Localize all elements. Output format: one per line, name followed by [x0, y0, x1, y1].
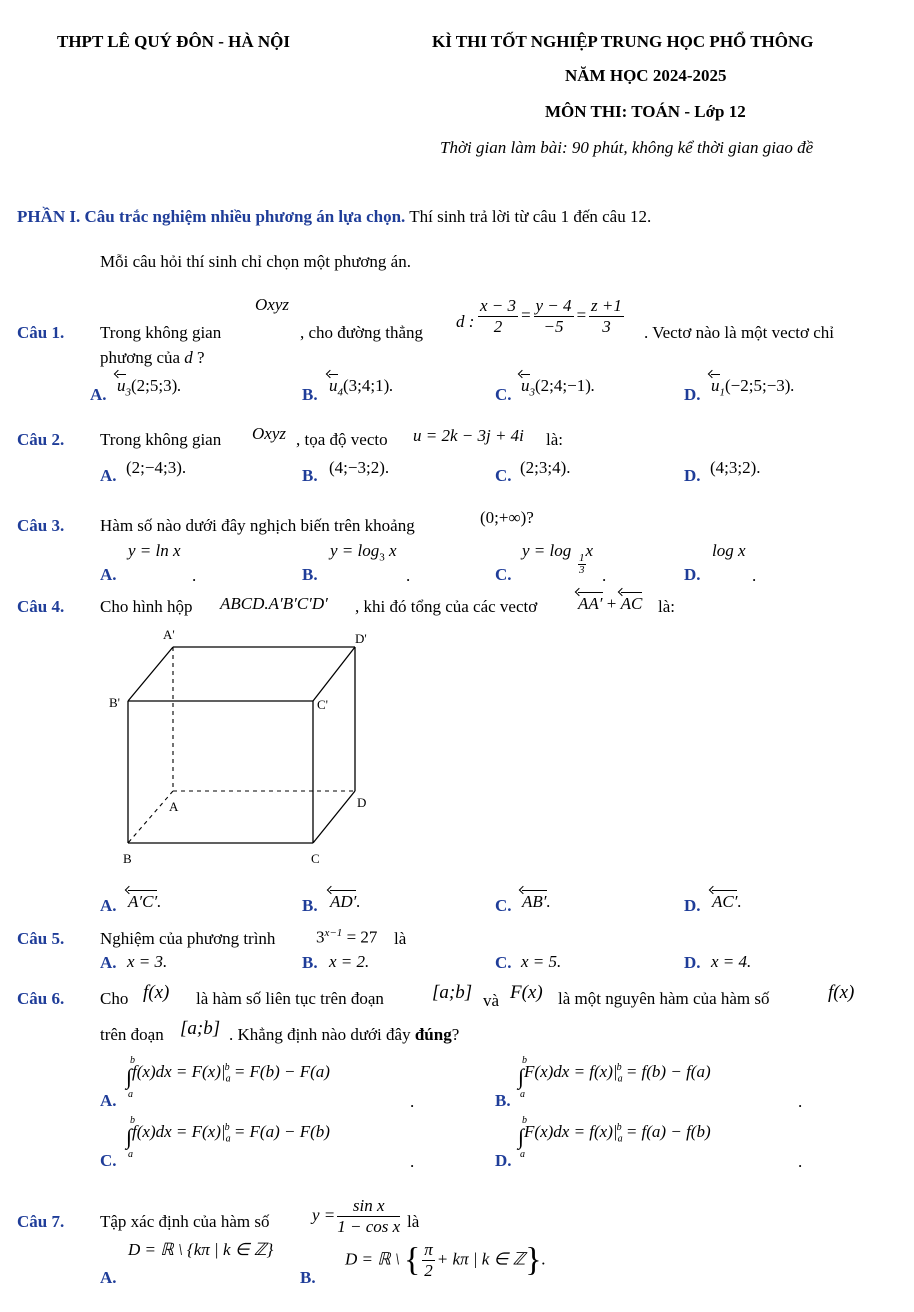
q2-option-b-label[interactable]: B. — [302, 466, 318, 485]
q2-text-1: Trong không gian — [100, 430, 222, 449]
parallelepiped-figure — [105, 625, 385, 875]
q5-option-a-label[interactable]: A. — [100, 953, 117, 972]
q3-option-d-label[interactable]: D. — [684, 565, 701, 584]
q4-option-a-label[interactable]: A. — [100, 896, 117, 915]
q1-d-label: d : — [456, 312, 475, 331]
q6-text-3: và — [483, 991, 500, 1010]
exam-subject: MÔN THI: TOÁN - Lớp 12 — [545, 102, 746, 121]
vertex-c: C — [311, 851, 320, 866]
q4-option-c-value: AB′. — [522, 892, 551, 911]
q1-text-1: Trong không gian — [100, 323, 222, 342]
q3-option-d-dot: . — [752, 566, 757, 585]
q1-text-3: . Vectơ nào là một vectơ chỉ — [644, 323, 834, 342]
q3-option-a-value: y = ln x — [128, 541, 181, 560]
q3-option-c-value: y = log x — [522, 541, 594, 560]
q5-option-d-label[interactable]: D. — [684, 953, 701, 972]
vertex-b: B — [123, 851, 132, 866]
q1-frac-2: $\frac{y - 4}{-5}$ — [535, 296, 572, 336]
q5-option-d-value: x = 4. — [711, 952, 752, 971]
q5-equation: $3^{x-1} = 27$ — [316, 927, 378, 947]
q1-line-equation: $\frac{x - 3}{2}$ = $\frac{y - 4}{-5}$ = $\frac{z +1}{3}$ — [480, 296, 622, 336]
q6-option-b-value: ∫ b a $F(x)dx = f(x)|_a^b = f(b) - f(a)$ — [518, 1055, 711, 1100]
q3-option-b-label[interactable]: B. — [302, 565, 318, 584]
q4-option-b-label[interactable]: B. — [302, 896, 318, 915]
part1-instruction: Thí sinh trả lời từ câu 1 đến câu 12. — [405, 207, 652, 226]
q6-option-a-label[interactable]: A. — [100, 1091, 117, 1110]
q2-option-d-value: (4;3;2). — [710, 458, 761, 477]
q6-ab-2: [a;b] — [180, 1018, 221, 1039]
q1-text-2: , cho đường thẳng — [300, 323, 424, 342]
q2-option-a-value: (2;−4;3). — [126, 458, 187, 477]
q6-option-c-value: ∫ b a $f(x)dx = F(x)|_a^b = F(a) - F(b)$ — [126, 1115, 330, 1160]
q4-option-b-value: AD′. — [330, 892, 361, 911]
q5-label: Câu 5. — [17, 929, 65, 948]
integral-sign-icon: ∫ b a — [518, 1055, 527, 1100]
q3-interval: (0;+∞)? — [480, 508, 534, 527]
edge-c-d — [313, 791, 355, 843]
q6-option-c-label[interactable]: C. — [100, 1151, 117, 1170]
q6-text-5: trên đoạn — [100, 1025, 164, 1044]
q3-option-a-label[interactable]: A. — [100, 565, 117, 584]
q5-text-2: là — [394, 929, 407, 948]
q6-option-a-dot: . — [410, 1092, 415, 1111]
q3-option-c-base: 1 3 — [579, 552, 585, 576]
q2-label: Câu 2. — [17, 430, 65, 449]
vertex-a1: A' — [163, 627, 175, 642]
q7-text-2: là — [407, 1212, 420, 1231]
school-name: THPT LÊ QUÝ ĐÔN - HÀ NỘI — [57, 32, 290, 51]
q1-option-d-label[interactable]: D. — [684, 385, 701, 404]
q1-frac-3: $\frac{z +1}{3}$ — [591, 296, 622, 336]
q6-fx-2: f(x) — [828, 982, 855, 1003]
vertex-d: D — [357, 795, 367, 810]
q1-frac-1: $\frac{x - 3}{2}$ — [480, 296, 517, 336]
q4-text-2: , khi đó tổng của các vectơ — [355, 597, 538, 616]
vertex-c1: C' — [317, 697, 329, 712]
q6-text-2: là hàm số liên tục trên đoạn — [196, 989, 384, 1008]
q4-text-3: là: — [658, 597, 675, 616]
q1-option-b-label[interactable]: B. — [302, 385, 318, 404]
q2-option-c-value: (2;3;4). — [520, 458, 571, 477]
q3-option-b-dot: . — [406, 566, 411, 585]
vertex-a: A — [169, 799, 179, 814]
exam-year: NĂM HỌC 2024-2025 — [565, 66, 727, 85]
q7-option-a-label[interactable]: A. — [100, 1268, 117, 1287]
q7-option-b-label[interactable]: B. — [300, 1268, 316, 1287]
q4-option-c-label[interactable]: C. — [495, 896, 512, 915]
q2-expression: u = 2k − 3j + 4i — [413, 426, 524, 445]
integral-sign-icon: ∫ b a — [518, 1115, 527, 1160]
q5-option-c-value: x = 5. — [521, 952, 562, 971]
q6-option-d-dot: . — [798, 1152, 803, 1171]
q3-option-d-value: log x — [712, 541, 746, 560]
q1-option-a-label[interactable]: A. — [90, 385, 107, 404]
q5-option-c-label[interactable]: C. — [495, 953, 512, 972]
vertex-d1: D' — [355, 631, 367, 646]
vertex-b1: B' — [109, 695, 121, 710]
q3-option-c-label[interactable]: C. — [495, 565, 512, 584]
part1-title: PHẦN I. Câu trắc nghiệm nhiều phương án lựa chọn. — [17, 207, 406, 226]
q4-label: Câu 4. — [17, 597, 65, 616]
q1-label: Câu 1. — [17, 323, 65, 342]
q2-option-b-value: (4;−3;2). — [329, 458, 390, 477]
q4-box-name: ABCD.A′B′C′D′ — [220, 594, 328, 613]
q6-text-1: Cho — [100, 989, 129, 1008]
q4-option-a-value: A′C′. — [128, 892, 162, 911]
q6-option-a-value: ∫ b a $f(x)dx = F(x)|_a^b = F(b) - F(a)$ — [126, 1055, 330, 1100]
exam-title: KÌ THI TỐT NGHIỆP TRUNG HỌC PHỔ THÔNG — [432, 32, 814, 51]
q3-option-c-dot: . — [602, 566, 607, 585]
q7-text-1: Tập xác định của hàm số — [100, 1212, 270, 1231]
q4-option-d-label[interactable]: D. — [684, 896, 701, 915]
q6-option-d-label[interactable]: D. — [495, 1151, 512, 1170]
q6-option-c-dot: . — [410, 1152, 415, 1171]
q1-oxyz: Oxyz — [255, 295, 289, 314]
q2-option-a-label[interactable]: A. — [100, 466, 117, 485]
q4-option-d-value: AC′. — [712, 892, 742, 911]
q3-option-b-value: $y = \log_3 x$ — [330, 541, 397, 564]
q1-option-b-value: $u_4(3;4;1)$. — [329, 376, 394, 399]
q7-label: Câu 7. — [17, 1212, 65, 1231]
q6-label: Câu 6. — [17, 989, 65, 1008]
q3-label: Câu 3. — [17, 516, 65, 535]
integral-sign-icon: ∫ b a — [126, 1115, 135, 1160]
q2-option-d-label[interactable]: D. — [684, 466, 701, 485]
edge-a1-b1 — [128, 647, 173, 701]
q6-option-b-label[interactable]: B. — [495, 1091, 511, 1110]
q5-option-b-label[interactable]: B. — [302, 953, 318, 972]
q7-option-a-value: D = ℝ \ {kπ | k ∈ ℤ} — [128, 1240, 274, 1259]
exam-time: Thời gian làm bài: 90 phút, không kể thời gian giao đề — [440, 138, 814, 157]
q6-option-d-value: ∫ b a $F(x)dx = f(x)|_a^b = f(a) - f(b)$ — [518, 1115, 711, 1160]
q2-option-c-label[interactable]: C. — [495, 466, 512, 485]
q1-option-d-value: $u_1(-2;5;-3)$. — [711, 376, 795, 399]
part1-instruction-2: Mỗi câu hỏi thí sinh chỉ chọn một phương án. — [100, 252, 411, 271]
q5-option-b-value: x = 2. — [329, 952, 370, 971]
q4-text-1: Cho hình hộp — [100, 597, 193, 616]
q6-Fx: F(x) — [510, 982, 543, 1003]
q6-ab: [a;b] — [432, 982, 473, 1003]
q1-option-c-label[interactable]: C. — [495, 385, 512, 404]
q2-text-3: là: — [546, 430, 563, 449]
part1-heading — [17, 207, 651, 227]
edge-d1-c1 — [313, 647, 355, 701]
q6-option-b-dot: . — [798, 1092, 803, 1111]
q3-text-1: Hàm số nào dưới đây nghịch biến trên khoảng — [100, 516, 415, 535]
q1-option-c-value: $u_3(2;4;-1)$. — [521, 376, 596, 399]
q1-text-4: phương của d ? — [100, 348, 205, 367]
integral-sign-icon: ∫ b a — [126, 1055, 135, 1100]
q5-option-a-value: x = 3. — [127, 952, 168, 971]
q6-text-4: là một nguyên hàm của hàm số — [558, 989, 770, 1008]
q6-fx: f(x) — [143, 982, 170, 1003]
q7-option-b-value: D = ℝ \ { $\frac{\pi}{2}$ + kπ | k ∈ ℤ}. — [345, 1240, 546, 1280]
edge-a-b-hidden — [128, 791, 173, 843]
q1-option-a-value: $u_3(2;5;3)$. — [117, 376, 182, 399]
q2-oxyz: Oxyz — [252, 424, 286, 443]
q5-text-1: Nghiệm của phương trình — [100, 929, 276, 948]
q6-text-6: . Khẳng định nào dưới đây đúng? — [229, 1025, 460, 1044]
q4-vector-sum: AA′ + AC — [578, 594, 643, 613]
q3-option-a-dot: . — [192, 566, 197, 585]
q7-function: y = $\frac{\text{sin x}}{\text{1 − cos x}}$ — [312, 1196, 401, 1236]
q2-text-2: , tọa độ vecto — [296, 430, 388, 449]
